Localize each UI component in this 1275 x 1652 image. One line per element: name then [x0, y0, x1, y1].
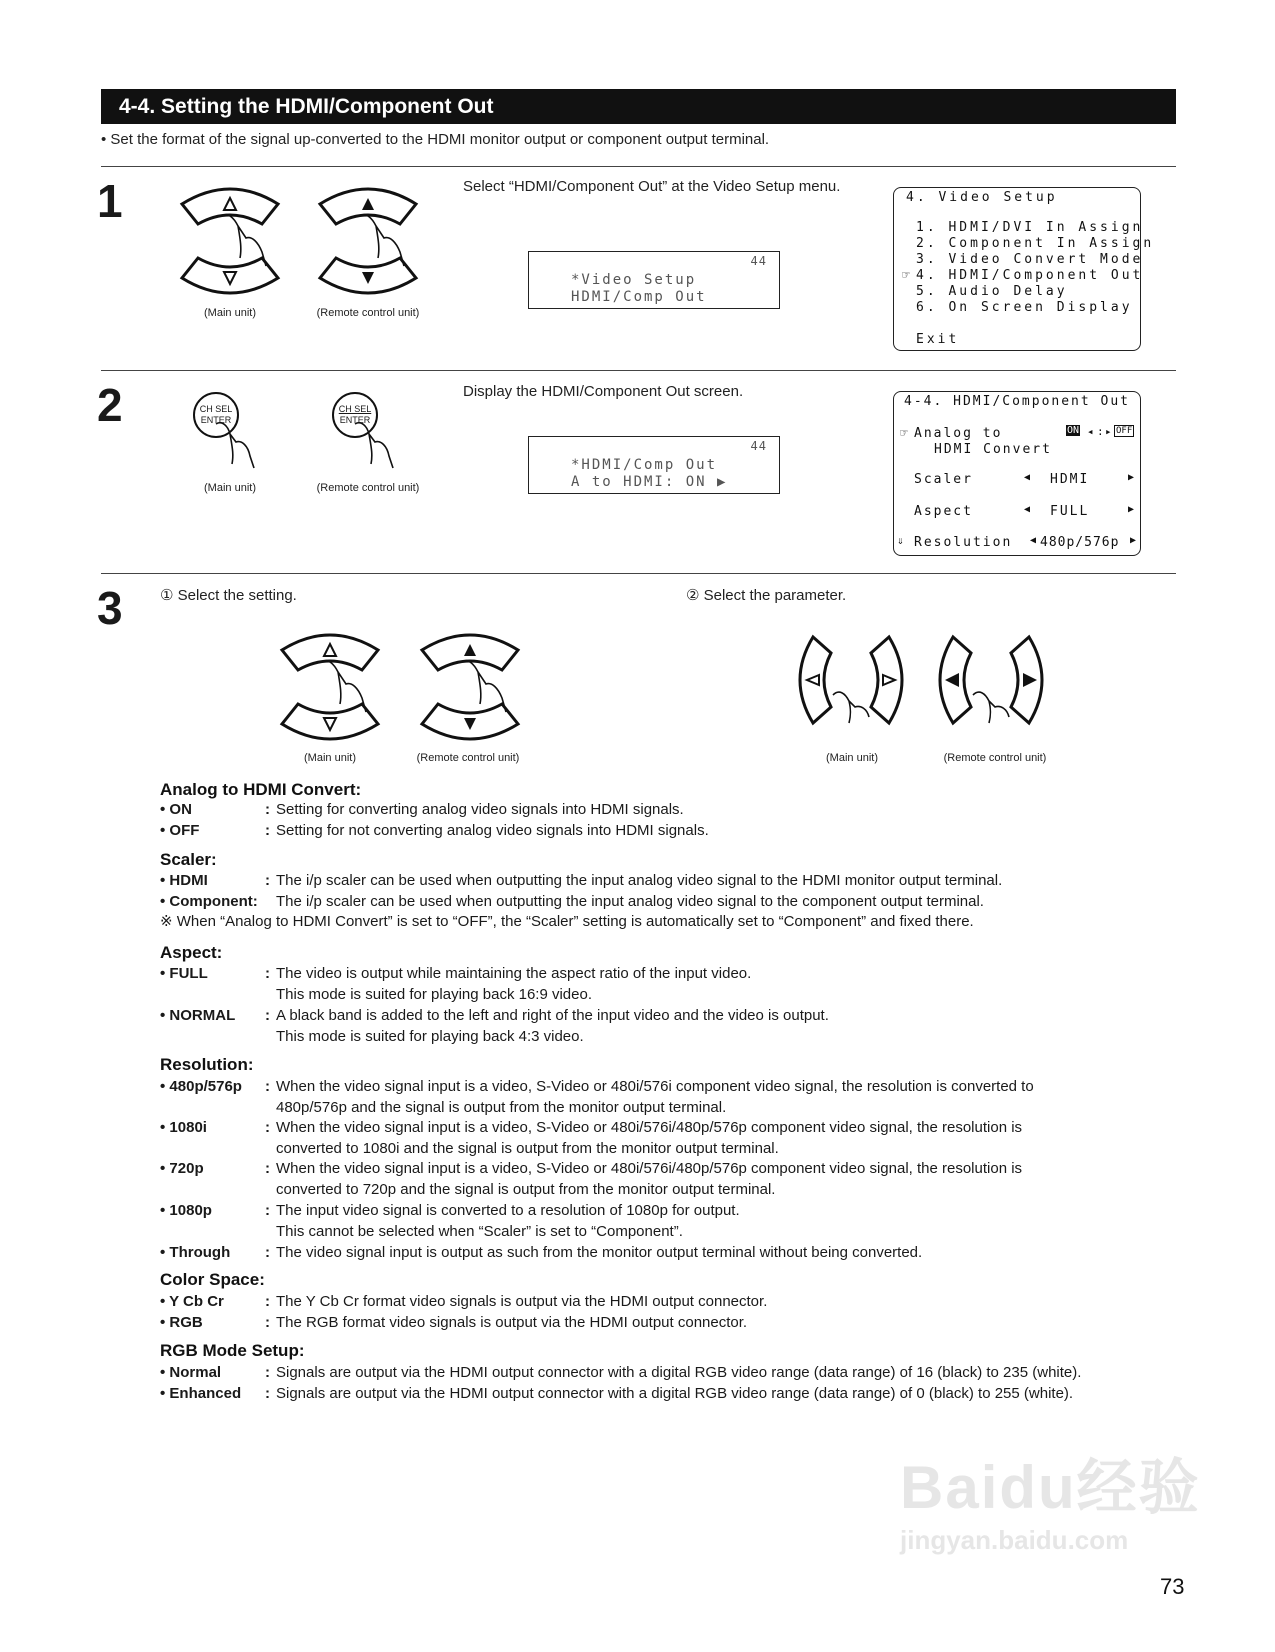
osd-row-label: Scaler	[914, 472, 973, 487]
step-3-sub1: ① Select the setting.	[160, 587, 297, 604]
front-panel-display	[528, 251, 780, 309]
enter-label: ENTER	[339, 415, 371, 425]
step-3-sub2: ② Select the parameter.	[686, 587, 847, 604]
step-1-instruction: Select “HDMI/Component Out” at the Video Setup menu.	[463, 178, 841, 195]
main-unit-caption: (Main unit)	[204, 482, 256, 494]
right-arrow-icon[interactable]: ▶	[1130, 535, 1139, 546]
osd-row-value: HDMI	[1050, 472, 1090, 487]
left-arrow-icon[interactable]: ◀	[1024, 472, 1033, 483]
display-code: 44	[750, 254, 767, 268]
remote-caption: (Remote control unit)	[316, 482, 420, 494]
intro-text: • Set the format of the signal up-converted to the HDMI monitor output or component output terminal.	[101, 131, 770, 148]
step-3-number: 3	[97, 582, 123, 634]
osd-menu-item[interactable]: 3. Video Convert Mode	[916, 252, 1144, 267]
display-line-2: A to HDMI: ON ▶	[571, 474, 728, 490]
ch-sel-label: CH SEL	[338, 404, 372, 414]
page-number: 73	[1160, 1574, 1185, 1599]
analog-to-hdmi-label: Analog to	[914, 426, 1003, 441]
step-2-instruction: Display the HDMI/Component Out screen.	[463, 383, 744, 400]
main-unit-caption: (Main unit)	[204, 307, 256, 319]
osd-menu-item[interactable]: 2. Component In Assign	[916, 236, 1155, 251]
finger-press-icon	[353, 420, 403, 470]
watermark-url: jingyan.baidu.com	[900, 1525, 1129, 1555]
osd-video-setup-menu	[893, 187, 1155, 351]
main-unit-caption: (Main unit)	[304, 752, 356, 764]
osd-title: 4-4. HDMI/Component Out	[904, 394, 1131, 409]
osd-row-value: FULL	[1050, 504, 1090, 519]
front-panel-display	[528, 436, 780, 494]
divider	[101, 370, 1176, 371]
left-arrow-icon[interactable]: ◀	[1030, 535, 1039, 546]
off-option[interactable]: OFF	[1116, 426, 1133, 436]
scroll-down-icon: ⇓	[897, 534, 906, 547]
analog-to-hdmi-label-2: HDMI Convert	[934, 442, 1052, 457]
osd-menu-item[interactable]: 1. HDMI/DVI In Assign	[916, 220, 1144, 235]
osd-row-label: Aspect	[914, 504, 973, 519]
section-title: 4-4. Setting the HDMI/Component Out	[101, 89, 1176, 124]
remote-updown-buttons-icon	[420, 632, 520, 742]
setting-title: Analog to HDMI Convert:	[160, 780, 362, 799]
right-arrow-icon: ▸	[1105, 425, 1112, 438]
cursor-hand-icon: ☞	[902, 268, 913, 283]
osd-row-value: 480p/576p	[1040, 535, 1120, 550]
display-line-2: HDMI/Comp Out	[571, 289, 707, 305]
remote-caption: (Remote control unit)	[943, 752, 1047, 764]
osd-menu-item-selected[interactable]: 4. HDMI/Component Out	[916, 268, 1144, 283]
display-line-1: *HDMI/Comp Out	[571, 457, 718, 473]
left-arrow-icon[interactable]: ◀	[1024, 504, 1033, 515]
step-1-number: 1	[97, 175, 123, 227]
main-unit-updown-buttons-icon	[280, 632, 380, 742]
setting-title: Aspect:	[160, 943, 223, 962]
osd-hdmi-component-out	[893, 391, 1141, 556]
main-unit-caption: (Main unit)	[826, 752, 878, 764]
cursor-hand-icon: ☞	[900, 426, 910, 441]
setting-title: Color Space:	[160, 1270, 265, 1289]
enter-label: ENTER	[200, 415, 232, 425]
step-2-number: 2	[97, 379, 123, 431]
setting-title: RGB Mode Setup:	[160, 1341, 305, 1360]
remote-leftright-buttons-icon	[935, 635, 1047, 725]
ch-sel-label: CH SEL	[199, 404, 233, 414]
main-unit-updown-buttons-icon	[180, 186, 280, 296]
remote-caption: (Remote control unit)	[416, 752, 520, 764]
setting-title: Scaler:	[160, 850, 217, 869]
remote-updown-buttons-icon	[318, 186, 418, 296]
left-arrow-icon: ◂	[1087, 425, 1094, 438]
osd-exit[interactable]: Exit	[916, 332, 960, 347]
osd-title: 4. Video Setup	[906, 190, 1058, 205]
display-line-1: *Video Setup	[571, 272, 697, 288]
osd-menu-item[interactable]: 6. On Screen Display	[916, 300, 1133, 315]
divider	[101, 573, 1176, 574]
watermark-logo: Baidu经验	[900, 1454, 1201, 1521]
osd-row-label: Resolution	[914, 535, 1013, 550]
on-option[interactable]: ON	[1067, 425, 1080, 436]
divider	[101, 166, 1176, 167]
osd-menu-item[interactable]: 5. Audio Delay	[916, 284, 1068, 299]
remote-caption: (Remote control unit)	[316, 307, 420, 319]
finger-press-icon	[214, 420, 264, 470]
right-arrow-icon[interactable]: ▶	[1128, 504, 1137, 515]
colon-separator: :	[1097, 425, 1104, 438]
right-arrow-icon[interactable]: ▶	[1128, 472, 1137, 483]
scaler-note: ※ When “Analog to HDMI Convert” is set to “OFF”, the “Scaler” setting is automatically set to “Component” and fixed there.	[160, 913, 974, 930]
display-code: 44	[750, 439, 767, 453]
main-unit-leftright-buttons-icon	[795, 635, 907, 725]
setting-title: Resolution:	[160, 1055, 254, 1074]
